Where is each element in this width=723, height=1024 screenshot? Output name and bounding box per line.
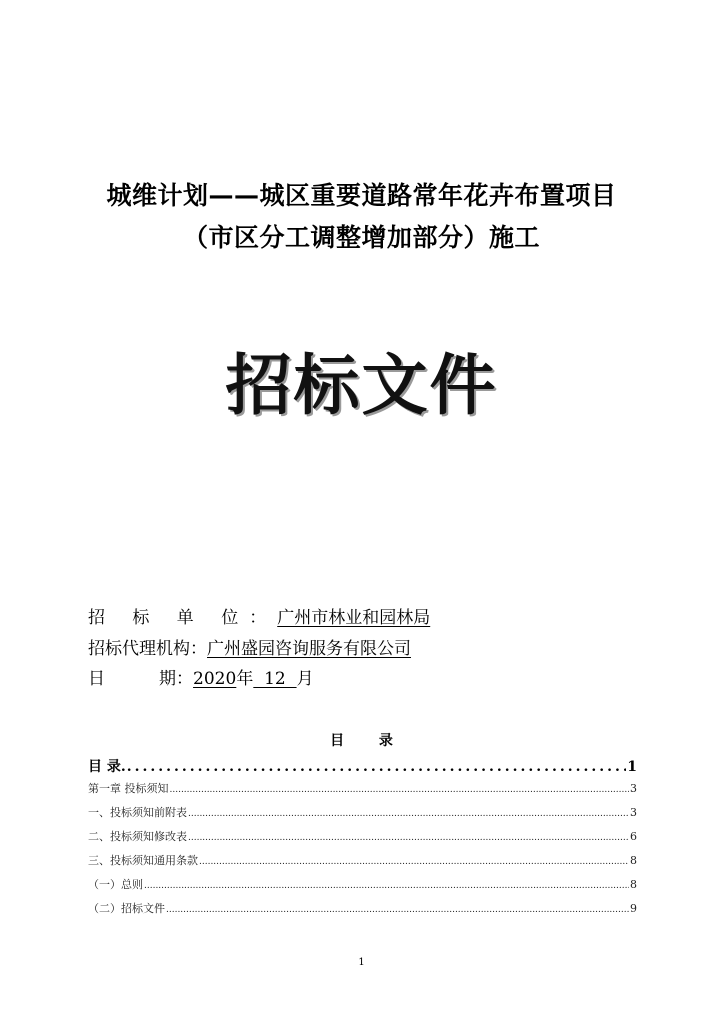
- toc-entry-title: （二）招标文件: [88, 902, 165, 915]
- toc-entry-title: 第一章 投标须知: [88, 782, 169, 795]
- toc-entry-page: 3: [630, 782, 637, 795]
- toc-entry-subsection-1[interactable]: [88, 876, 637, 900]
- toc-entry-page: 3: [630, 806, 637, 819]
- toc-entry-chapter-1[interactable]: [88, 780, 637, 804]
- toc-entry-title: 一、投标须知前附表: [88, 806, 187, 819]
- tenderer-row: [88, 603, 430, 628]
- toc-entry-title: 三、投标须知通用条款: [88, 854, 198, 867]
- date-year: 2020: [193, 669, 237, 689]
- toc-leader-dots: [188, 833, 629, 843]
- toc-entry-title: 二、投标须知修改表: [88, 830, 187, 843]
- toc-leader-dots: [199, 857, 629, 867]
- toc-leader-dots: [144, 881, 629, 891]
- tenderer-label: 招 标 单 位：: [88, 608, 278, 628]
- toc-leader-dots: [188, 809, 629, 819]
- toc-entry-page: 1: [627, 759, 637, 775]
- toc-entry-section-3[interactable]: [88, 852, 637, 876]
- toc-heading: 目 录: [330, 733, 393, 749]
- toc-leader-dots: [170, 785, 630, 795]
- date-year-unit: 年: [236, 669, 254, 689]
- page-number: 1: [358, 957, 365, 968]
- toc-entry-contents[interactable]: [88, 756, 637, 780]
- toc-entry-section-1[interactable]: [88, 804, 637, 828]
- date-label: 日 期：: [88, 669, 194, 689]
- document-type-heading: 招标文件: [225, 347, 498, 424]
- table-of-contents: [88, 756, 637, 924]
- agency-value: 广州盛园咨询服务有限公司: [207, 639, 411, 659]
- project-title-line-1: 城维计划——城区重要道路常年花卉布置项目: [106, 181, 617, 210]
- toc-entry-title: （一）总则: [88, 878, 143, 891]
- toc-entry-section-2[interactable]: [88, 828, 637, 852]
- toc-leader-dots: [127, 759, 627, 775]
- date-month-unit: 月: [296, 669, 314, 689]
- agency-row: [88, 634, 411, 659]
- toc-entry-page: 8: [630, 878, 637, 891]
- toc-entry-title: 目 录.: [88, 759, 126, 775]
- toc-entry-page: 6: [630, 830, 637, 843]
- tenderer-value: 广州市林业和园林局: [277, 608, 431, 628]
- toc-entry-page: 8: [630, 854, 637, 867]
- agency-label: 招标代理机构：: [88, 639, 207, 659]
- toc-leader-dots: [166, 905, 629, 915]
- toc-entry-subsection-2[interactable]: [88, 900, 637, 924]
- date-month: 12: [253, 669, 297, 689]
- date-row: [88, 664, 314, 689]
- project-title-line-2: （市区分工调整增加部分）施工: [182, 223, 540, 252]
- toc-entry-page: 9: [630, 902, 637, 915]
